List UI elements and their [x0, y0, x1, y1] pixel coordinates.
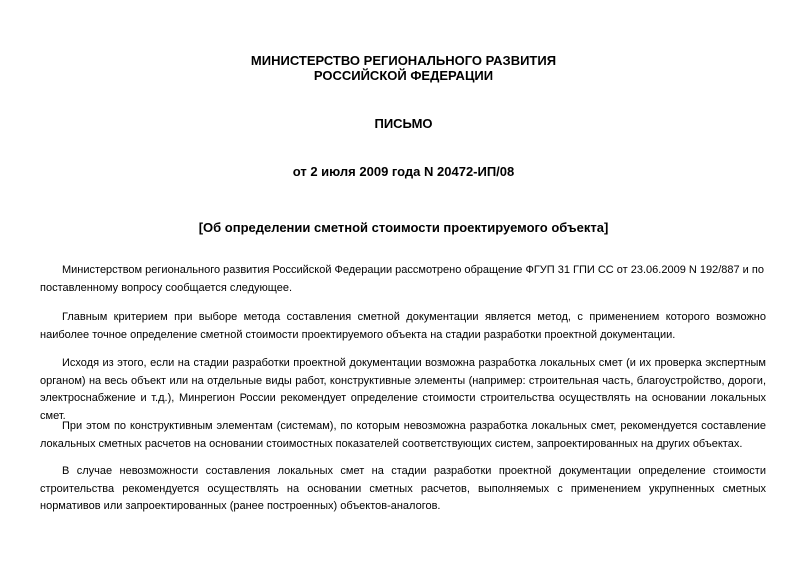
- ministry-name-line-2: РОССИЙСКОЙ ФЕДЕРАЦИИ: [313, 68, 494, 83]
- paragraph-1-line-2: поставленному вопросу сообщается следующее.: [40, 281, 293, 294]
- paragraph-2: Главным критерием при выборе метода составления сметной документации является метод, с применением которого возможно наиболее точное определение сметной стоимости проектируемого объекта на стадии разработки проектной документации.: [40, 311, 766, 341]
- paragraph-1: [40, 262, 800, 297]
- document-date-number: от 2 июля 2009 года N 20472-ИП/08: [292, 164, 515, 179]
- paragraph-1-line-1: Министерством регионального развития Российской Федерации рассмотрено обращение ФГУП 31 ГПИ СС от 23.06.2009 N 192/887 и по: [62, 264, 764, 276]
- ministry-name: [0, 53, 807, 83]
- document-title: [Об определении сметной стоимости проектируемого объекта]: [198, 220, 609, 235]
- paragraph-3: Исходя из этого, если на стадии разработки проектной документации возможна разработка локальных смет (и их проверка экспертным органом) на весь объект или на отдельные виды работ, конструктивные элементы (например: строительная часть, благоустройство, дороги, электроснабжение и т.д.), Минрегион России рекомендует определение стоимости строительства осуществлять на основании локальных смет.: [40, 357, 766, 422]
- paragraph-4: При этом по конструктивным элементам (системам), по которым невозможна разработка локальных смет, рекомендуется составление локальных сметных расчетов на основании стоимостных показателей соответствующих систем, запроектированных на других объектах.: [40, 420, 766, 450]
- document-type: ПИСЬМО: [374, 116, 433, 131]
- paragraph-5: В случае невозможности составления локальных смет на стадии разработки проектной документации определение стоимости строительства рекомендуется осуществлять на основании сметных расчетов, выполняемых с применением укрупненных сметных нормативов или запроектированных (ранее построенных) объектов-аналогов.: [40, 465, 766, 512]
- ministry-name-line-1: МИНИСТЕРСТВО РЕГИОНАЛЬНОГО РАЗВИТИЯ: [250, 53, 557, 68]
